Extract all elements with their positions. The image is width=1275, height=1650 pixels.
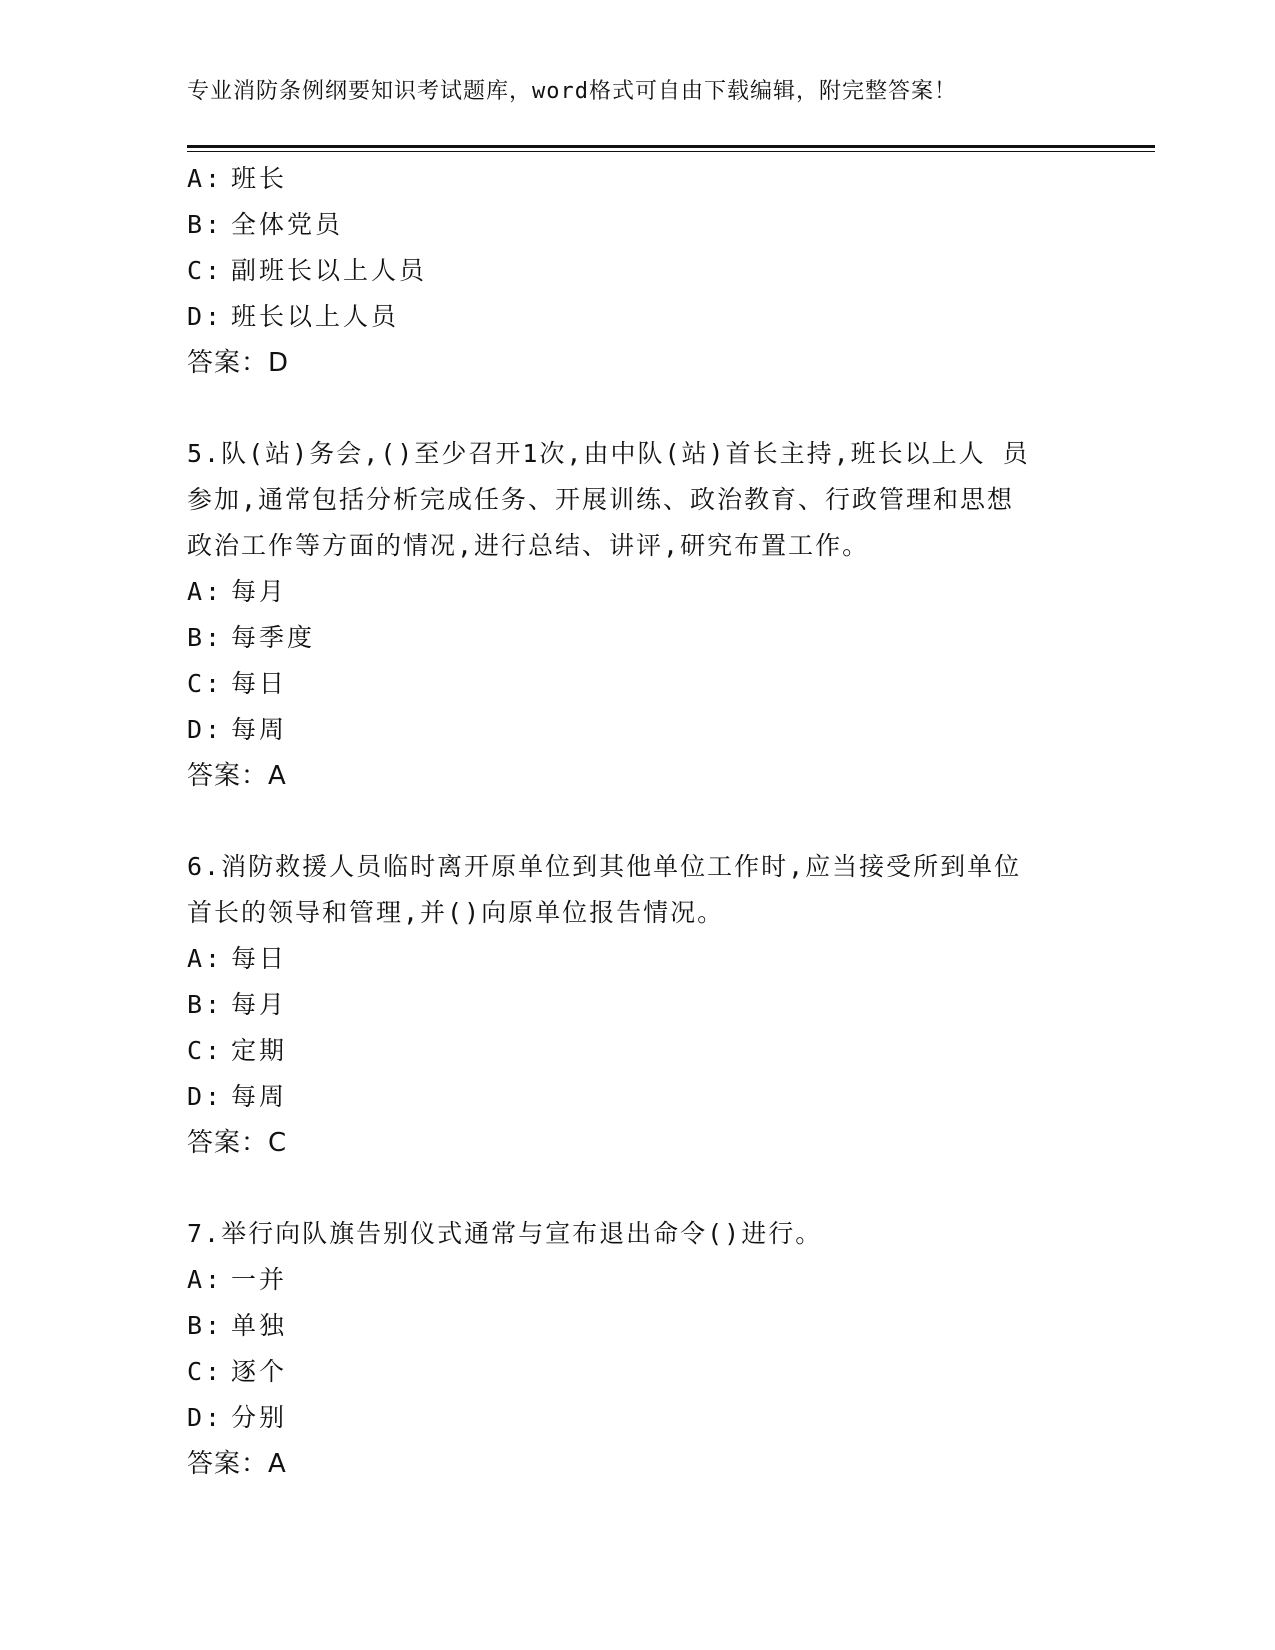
option-key: A: [187, 577, 224, 606]
option-text: 班长以上人员 [231, 302, 400, 331]
question-text [187, 1211, 1087, 1257]
question-block [187, 431, 1087, 799]
block-gap [187, 799, 1087, 844]
option-a [187, 1257, 1087, 1303]
option-text: 副班长以上人员 [231, 256, 428, 285]
option-d [187, 294, 1087, 340]
option-text: 分别 [231, 1403, 288, 1432]
option-key: D: [187, 715, 224, 744]
answer-label: 答案： [187, 348, 269, 378]
option-text: 每月 [231, 990, 288, 1019]
option-b [187, 1303, 1087, 1349]
question-line: 6.消防救援人员临时离开原单位到其他单位工作时,应当接受所到单位 [187, 852, 1022, 881]
question-block [187, 844, 1087, 1166]
option-text: 一并 [231, 1265, 288, 1294]
header-rule-thick [187, 145, 1155, 148]
option-b [187, 202, 1087, 248]
option-a [187, 569, 1087, 615]
option-c [187, 661, 1087, 707]
option-d [187, 1074, 1087, 1120]
option-a [187, 936, 1087, 982]
option-key: B: [187, 1311, 224, 1340]
answer-label: 答案： [187, 761, 269, 791]
answer-line [187, 1120, 1087, 1166]
option-b [187, 615, 1087, 661]
option-text: 每周 [231, 1082, 288, 1111]
question-list [187, 156, 1087, 1487]
option-key: A: [187, 1265, 224, 1294]
option-c [187, 248, 1087, 294]
option-key: D: [187, 1403, 224, 1432]
option-key: D: [187, 1082, 224, 1111]
option-text: 全体党员 [231, 210, 344, 239]
answer-value: A [268, 1449, 287, 1479]
option-key: B: [187, 623, 224, 652]
question-line: 首长的领导和管理,并()向原单位报告情况。 [187, 898, 725, 927]
option-text: 每日 [231, 944, 288, 973]
option-a [187, 156, 1087, 202]
option-text: 定期 [231, 1036, 288, 1065]
block-gap [187, 386, 1087, 431]
option-text: 逐个 [231, 1357, 288, 1386]
option-key: C: [187, 1036, 224, 1065]
answer-value: A [268, 761, 287, 791]
block-gap [187, 1166, 1087, 1211]
option-key: D: [187, 302, 224, 331]
answer-value: D [268, 348, 290, 378]
header-rule-thin [187, 151, 1155, 152]
answer-label: 答案： [187, 1128, 269, 1158]
question-block [187, 156, 1087, 386]
option-key: B: [187, 210, 224, 239]
question-block [187, 1211, 1087, 1487]
option-text: 每季度 [231, 623, 316, 652]
option-d [187, 1395, 1087, 1441]
option-key: C: [187, 1357, 224, 1386]
option-b [187, 982, 1087, 1028]
option-text: 每周 [231, 715, 288, 744]
option-key: A: [187, 944, 224, 973]
option-c [187, 1349, 1087, 1395]
option-text: 每日 [231, 669, 288, 698]
answer-line [187, 1441, 1087, 1487]
answer-value: C [268, 1128, 288, 1158]
question-line: 5.队(站)务会,()至少召开1次,由中队(站)首长主持,班长以上人 员 [187, 439, 1030, 468]
answer-label: 答案： [187, 1449, 269, 1479]
question-text [187, 844, 1087, 936]
option-key: C: [187, 669, 224, 698]
option-text: 班长 [231, 164, 288, 193]
option-d [187, 707, 1087, 753]
option-key: A: [187, 164, 224, 193]
question-line: 7.举行向队旗告别仪式通常与宣布退出命令()进行。 [187, 1219, 823, 1248]
answer-line [187, 340, 1087, 386]
page-header: 专业消防条例纲要知识考试题库，word格式可自由下载编辑，附完整答案！ [187, 79, 957, 104]
option-key: B: [187, 990, 224, 1019]
option-key: C: [187, 256, 224, 285]
option-c [187, 1028, 1087, 1074]
option-text: 每月 [231, 577, 288, 606]
question-line: 参加,通常包括分析完成任务、开展训练、政治教育、行政管理和思想 [187, 485, 1015, 514]
answer-line [187, 753, 1087, 799]
question-text [187, 431, 1087, 569]
question-line: 政治工作等方面的情况,进行总结、讲评,研究布置工作。 [187, 531, 870, 560]
option-text: 单独 [231, 1311, 288, 1340]
